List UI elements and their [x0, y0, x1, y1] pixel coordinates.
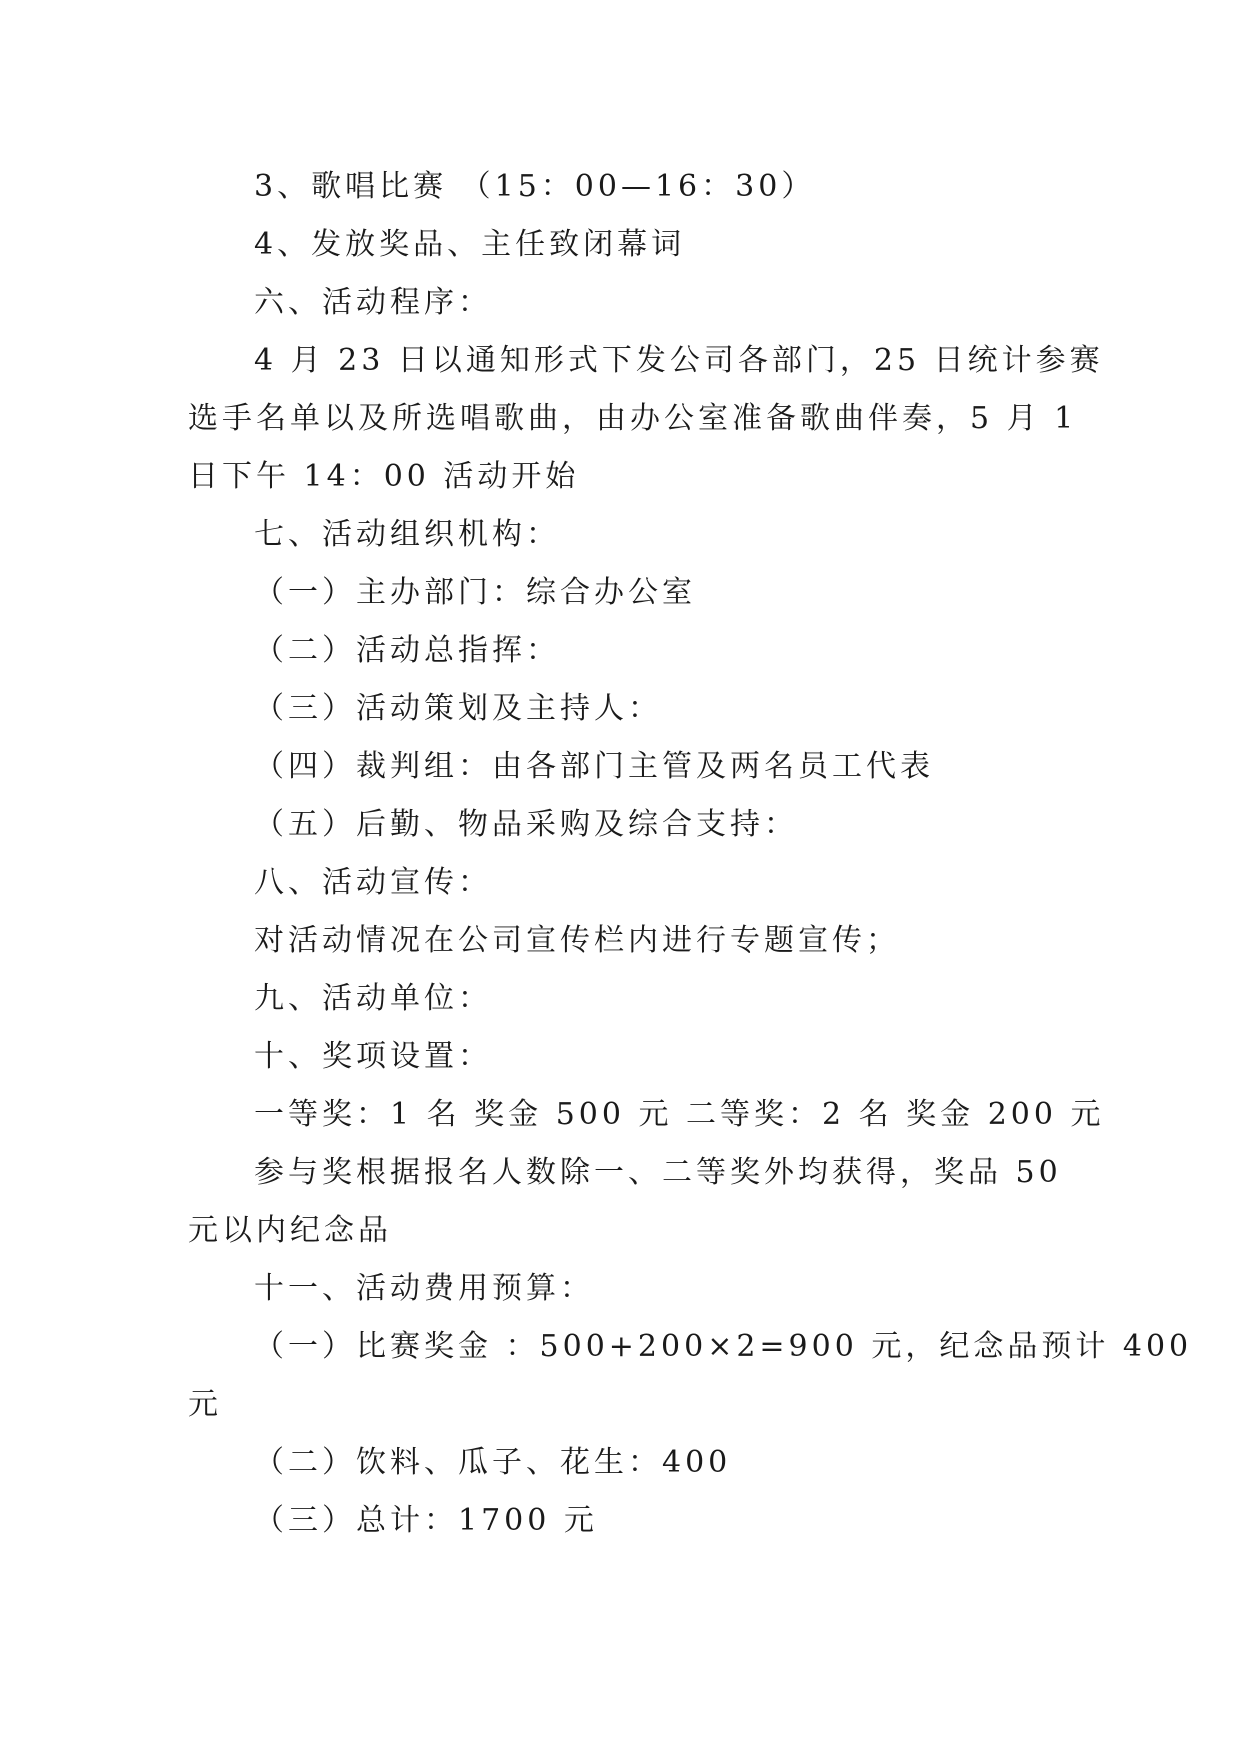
- text-line: （五）后勤、物品采购及综合支持：: [254, 807, 798, 842]
- section-heading: 九、活动单位：: [254, 981, 492, 1016]
- text-line: 对活动情况在公司宣传栏内进行专题宣传；: [254, 923, 900, 958]
- text-line: 4、发放奖品、主任致闭幕词: [254, 227, 686, 262]
- section-heading: 六、活动程序：: [254, 285, 492, 320]
- text-line: （二）饮料、瓜子、花生：400: [254, 1445, 732, 1480]
- section-heading: 七、活动组织机构：: [254, 517, 560, 552]
- text-line: 4 月 23 日以通知形式下发公司各部门，25 日统计参赛: [254, 343, 1104, 378]
- text-line: （三）活动策划及主持人：: [254, 691, 662, 726]
- text-line: 一等奖：1 名 奖金 500 元 二等奖：2 名 奖金 200 元: [254, 1097, 1105, 1132]
- text-line: （一）主办部门：综合办公室: [254, 575, 696, 610]
- text-line: 元以内纪念品: [188, 1213, 392, 1248]
- section-heading: 十一、活动费用预算：: [254, 1271, 594, 1306]
- text-line: 3、歌唱比赛 （15：00—16：30）: [254, 169, 816, 204]
- section-heading: 十、奖项设置：: [254, 1039, 492, 1074]
- text-line: （四）裁判组：由各部门主管及两名员工代表: [254, 749, 934, 784]
- text-line: 日下午 14：00 活动开始: [188, 459, 580, 494]
- text-line: 参与奖根据报名人数除一、二等奖外均获得，奖品 50: [254, 1155, 1062, 1190]
- text-line: 选手名单以及所选唱歌曲，由办公室准备歌曲伴奏，5 月 1: [188, 401, 1078, 436]
- section-heading: 八、活动宣传：: [254, 865, 492, 900]
- document-body: [188, 158, 1193, 1550]
- text-line: （二）活动总指挥：: [254, 633, 560, 668]
- text-line: （三）总计：1700 元: [254, 1503, 598, 1538]
- text-line: （一）比赛奖金 ：500+200×2=900 元，纪念品预计 400: [254, 1329, 1193, 1364]
- text-line: 元: [188, 1387, 222, 1422]
